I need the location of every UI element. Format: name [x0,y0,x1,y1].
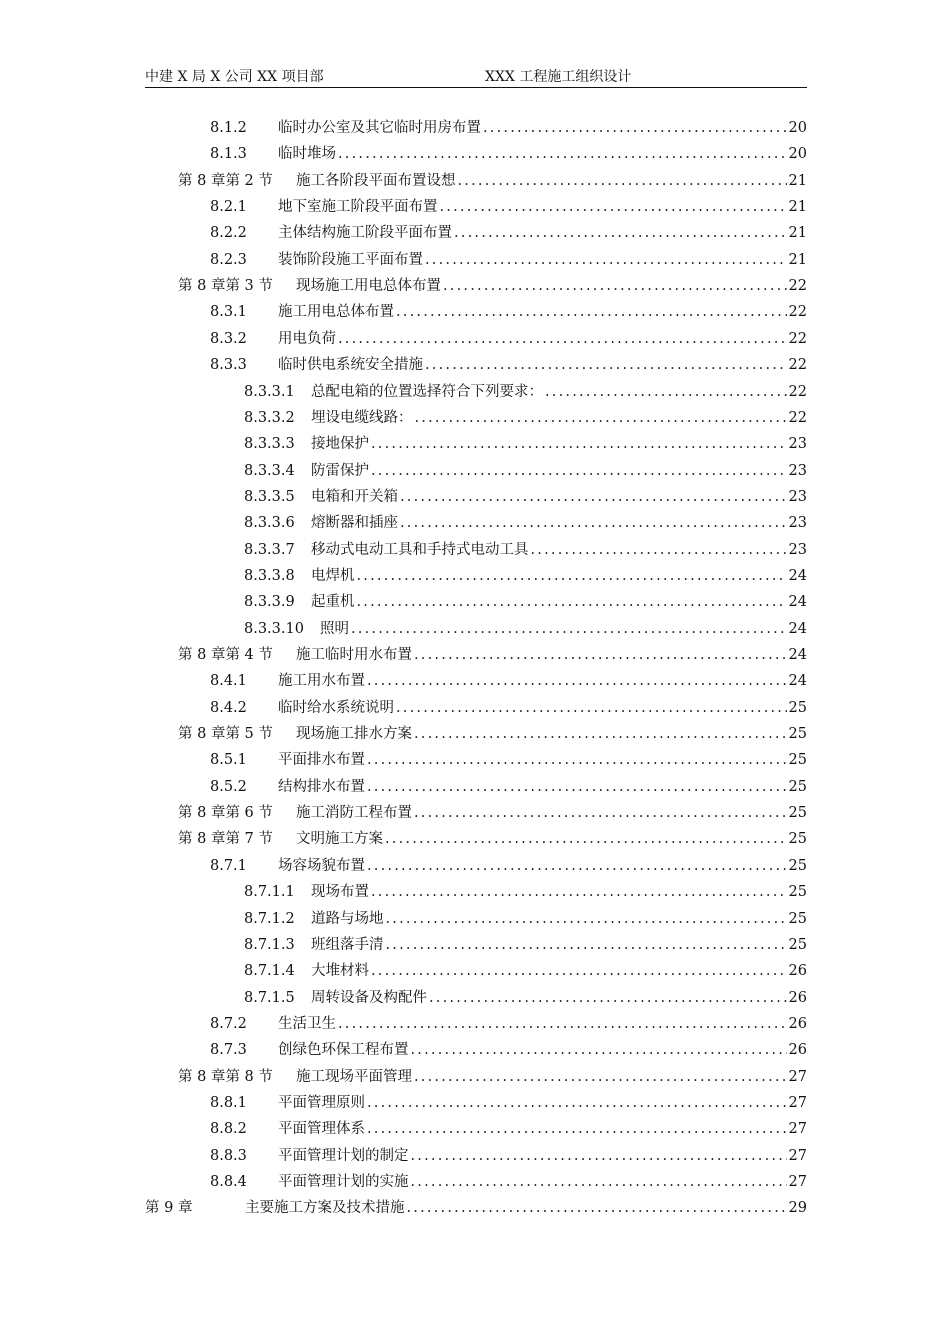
toc-dot-leader [338,141,787,167]
toc-entry-title: 生活卫生 [278,1015,336,1032]
toc-entry-page-number: 24 [788,647,807,663]
toc-entry-number: 8.3.3.6 [244,515,295,532]
toc-entry-number: 8.3.3.3 [244,436,295,453]
toc-dot-leader [338,1011,787,1037]
toc-entry-number: 第 8 章第 3 节 [178,278,273,295]
toc-entry-title: 文明施工方案 [296,831,383,848]
toc-entry-title: 防雷保护 [311,462,369,479]
toc-dot-leader [386,906,787,932]
toc-entry[interactable] [244,405,807,431]
toc-entry-page-number: 22 [788,357,807,374]
toc-dot-leader [338,326,787,352]
toc-dot-leader [443,273,787,299]
toc-entry[interactable] [210,1011,807,1037]
toc-entry-page-number: 22 [788,278,807,295]
toc-dot-leader [396,299,787,325]
toc-entry-number: 8.3.3.2 [244,409,295,426]
toc-entry-title: 大堆材料 [311,963,369,980]
toc-entry[interactable] [210,115,807,141]
toc-dot-leader [425,247,787,273]
toc-entry-page-number: 29 [788,1200,807,1217]
toc-entry-title: 移动式电动工具和手持式电动工具 [311,541,529,558]
toc-entry-page-number: 25 [788,884,807,901]
toc-entry-title: 主体结构施工阶段平面布置 [278,225,452,242]
toc-entry[interactable] [210,326,807,352]
toc-entry[interactable] [244,879,807,905]
toc-entry-number: 8.5.2 [210,778,247,795]
toc-entry-number: 第 8 章第 7 节 [178,831,273,848]
toc-entry-title: 用电负荷 [278,330,336,347]
toc-entry-title: 照明 [320,620,349,637]
toc-entry-title: 现场施工用电总体布置 [296,278,441,295]
toc-entry-title: 接地保护 [311,436,369,453]
toc-entry[interactable] [178,721,807,747]
toc-entry-number: 8.5.1 [210,752,247,769]
toc-entry[interactable] [145,1195,807,1221]
toc-dot-leader [411,1143,787,1169]
toc-dot-leader [415,405,787,431]
toc-entry-title: 场容场貌布置 [278,857,365,874]
toc-entry[interactable] [244,906,807,932]
header-document-title: XXX 工程施工组织设计 [485,69,632,85]
toc-entry-title: 临时办公室及其它临时用房布置 [278,120,481,136]
toc-entry-number: 8.7.3 [210,1042,247,1059]
toc-dot-leader [483,115,787,141]
toc-dot-leader [357,563,787,589]
toc-entry-page-number: 23 [788,488,807,505]
toc-entry-number: 8.4.2 [210,699,247,716]
toc-entry-page-number: 21 [788,251,807,268]
toc-entry-title: 电焊机 [311,567,355,584]
toc-entry-title: 平面管理原则 [278,1094,365,1111]
toc-dot-leader [396,695,787,721]
toc-entry-number: 8.3.3.5 [244,488,295,505]
toc-entry[interactable] [244,616,807,642]
toc-entry[interactable] [210,853,807,879]
toc-entry-page-number: 25 [788,857,807,874]
toc-entry-number: 8.7.2 [210,1015,247,1032]
toc-entry-number: 8.3.3.10 [244,620,304,637]
toc-entry-number: 8.1.3 [210,146,247,163]
toc-dot-leader [454,220,787,246]
toc-entry-title: 电箱和开关箱 [311,488,398,505]
toc-entry-number: 8.8.2 [210,1121,247,1138]
toc-entry-page-number: 25 [788,726,807,743]
toc-entry-title: 道路与场地 [311,910,384,927]
toc-entry-page-number: 25 [788,778,807,795]
toc-entry-page-number: 26 [788,989,807,1006]
toc-entry-title: 施工各阶段平面布置设想 [296,172,456,189]
toc-entry-page-number: 27 [788,1068,807,1085]
toc-dot-leader [414,642,787,668]
toc-dot-leader [429,985,787,1011]
toc-entry-number: 第 8 章第 2 节 [178,172,273,189]
toc-entry[interactable] [210,220,807,246]
toc-entry-title: 临时供电系统安全措施 [278,357,423,374]
toc-entry-number: 8.7.1.4 [244,963,295,980]
toc-entry[interactable] [244,431,807,457]
toc-entry[interactable] [210,1037,807,1063]
toc-entry-number: 8.1.2 [210,120,247,136]
toc-entry-page-number: 22 [788,330,807,347]
toc-entry-title: 平面排水布置 [278,752,365,769]
toc-entry[interactable] [244,484,807,510]
toc-entry-title: 施工用水布置 [278,673,365,690]
toc-dot-leader [531,537,787,563]
toc-entry-title: 临时给水系统说明 [278,699,394,716]
toc-entry-number: 8.3.3.7 [244,541,295,558]
toc-entry-number: 8.3.3.1 [244,383,295,400]
toc-entry-title: 施工现场平面管理 [296,1068,412,1085]
toc-entry-title: 平面管理计划的制定 [278,1147,409,1164]
toc-entry-number: 第 8 章第 4 节 [178,647,273,663]
toc-entry[interactable] [210,141,807,167]
toc-entry-number: 第 9 章 [145,1200,193,1217]
toc-entry[interactable] [244,958,807,984]
header-organization: 中建 X 局 X 公司 XX 项目部 [145,69,324,85]
toc-entry-title: 装饰阶段施工平面布置 [278,251,423,268]
toc-entry-title: 总配电箱的位置选择符合下列要求： [311,383,543,400]
toc-entry-page-number: 20 [788,120,807,136]
toc-entry-number: 8.2.2 [210,225,247,242]
toc-entry-page-number: 23 [788,462,807,479]
toc-entry-number: 第 8 章第 6 节 [178,805,273,822]
toc-entry-page-number: 23 [788,436,807,453]
toc-entry[interactable] [210,1090,807,1116]
toc-dot-leader [545,379,787,405]
toc-entry-page-number: 27 [788,1174,807,1190]
toc-entry-page-number: 25 [788,752,807,769]
toc-entry-number: 8.3.1 [210,304,247,321]
toc-entry-title: 平面管理体系 [278,1121,365,1138]
toc-entry-page-number: 25 [788,699,807,716]
toc-entry-page-number: 22 [788,383,807,400]
toc-entry-title: 现场施工排水方案 [296,726,412,743]
toc-dot-leader [371,958,787,984]
toc-dot-leader [411,1169,787,1195]
toc-dot-leader [371,879,787,905]
toc-entry-page-number: 21 [788,225,807,242]
toc-dot-leader [367,853,787,879]
toc-entry[interactable] [210,774,807,800]
toc-entry[interactable] [178,1064,807,1090]
toc-entry-page-number: 25 [788,910,807,927]
toc-entry[interactable] [244,589,807,615]
toc-entry-title: 班组落手清 [311,936,384,953]
toc-entry-page-number: 25 [788,936,807,953]
toc-entry-page-number: 24 [788,620,807,637]
toc-entry[interactable] [210,194,807,220]
toc-entry-title: 周转设备及构配件 [311,989,427,1006]
toc-dot-leader [411,1037,787,1063]
toc-entry-number: 8.3.2 [210,330,247,347]
toc-entry-number: 8.7.1.5 [244,989,295,1006]
toc-entry[interactable] [210,1116,807,1142]
toc-entry-number: 8.8.3 [210,1147,247,1164]
toc-dot-leader [414,800,787,826]
toc-entry[interactable] [244,379,807,405]
toc-dot-leader [367,1116,787,1142]
toc-dot-leader [425,352,787,378]
toc-entry-number: 8.3.3.8 [244,567,295,584]
toc-dot-leader [440,194,787,220]
toc-entry-page-number: 20 [788,146,807,163]
toc-dot-leader [367,774,787,800]
toc-dot-leader [414,721,787,747]
toc-dot-leader [351,616,787,642]
toc-entry-title: 埋设电缆线路： [311,409,413,426]
toc-entry[interactable] [244,537,807,563]
toc-entry[interactable] [178,642,807,668]
toc-entry[interactable] [244,563,807,589]
toc-dot-leader [367,747,787,773]
toc-entry-title: 创绿色环保工程布置 [278,1042,409,1059]
toc-entry-title: 起重机 [311,594,355,611]
toc-entry-page-number: 25 [788,831,807,848]
toc-entry[interactable] [210,747,807,773]
toc-entry-page-number: 26 [788,963,807,980]
toc-entry-title: 施工用电总体布置 [278,304,394,321]
toc-entry-number: 8.4.1 [210,673,247,690]
toc-entry-title: 现场布置 [311,884,369,901]
toc-entry-page-number: 23 [788,541,807,558]
toc-entry-page-number: 21 [788,172,807,189]
toc-entry[interactable] [210,247,807,273]
toc-entry-number: 8.7.1.2 [244,910,295,927]
toc-dot-leader [458,168,787,194]
toc-dot-leader [367,668,787,694]
toc-entry-title: 施工消防工程布置 [296,805,412,822]
toc-entry-title: 施工临时用水布置 [296,647,412,663]
toc-entry-page-number: 24 [788,567,807,584]
toc-entry[interactable] [244,458,807,484]
toc-entry[interactable] [210,695,807,721]
toc-entry-page-number: 21 [788,199,807,216]
toc-dot-leader [385,826,787,852]
toc-dot-leader [357,589,787,615]
toc-entry[interactable] [178,800,807,826]
toc-dot-leader [371,458,787,484]
toc-dot-leader [400,510,787,536]
toc-entry-page-number: 26 [788,1042,807,1059]
toc-entry-number: 8.3.3 [210,357,247,374]
toc-entry-title: 地下室施工阶段平面布置 [278,199,438,216]
toc-entry[interactable] [210,352,807,378]
toc-entry-page-number: 25 [788,805,807,822]
toc-entry-page-number: 24 [788,594,807,611]
toc-dot-leader [386,932,787,958]
toc-entry-page-number: 26 [788,1015,807,1032]
toc-entry-page-number: 27 [788,1094,807,1111]
toc-entry[interactable] [210,1143,807,1169]
toc-entry-number: 8.7.1.3 [244,936,295,953]
toc-entry-page-number: 23 [788,515,807,532]
toc-entry-page-number: 27 [788,1147,807,1164]
toc-entry[interactable] [244,932,807,958]
toc-entry[interactable] [178,826,807,852]
toc-entry-title: 结构排水布置 [278,778,365,795]
toc-entry-page-number: 24 [788,673,807,690]
toc-entry[interactable] [210,1169,807,1195]
toc-entry[interactable] [178,273,807,299]
toc-dot-leader [407,1195,787,1221]
toc-dot-leader [400,484,787,510]
toc-entry-number: 8.3.3.4 [244,462,295,479]
toc-entry[interactable] [178,168,807,194]
toc-entry-page-number: 22 [788,409,807,426]
toc-dot-leader [371,431,787,457]
toc-entry-number: 第 8 章第 5 节 [178,726,273,743]
toc-dot-leader [367,1090,787,1116]
toc-entry-number: 8.2.1 [210,199,247,216]
toc-entry-number: 8.8.1 [210,1094,247,1111]
toc-dot-leader [414,1064,787,1090]
toc-entry[interactable] [210,668,807,694]
toc-entry-title: 熔断器和插座 [311,515,398,532]
toc-entry-title: 平面管理计划的实施 [278,1174,409,1190]
toc-entry[interactable] [210,299,807,325]
toc-entry-number: 8.7.1 [210,857,247,874]
toc-entry-page-number: 22 [788,304,807,321]
toc-entry-title: 主要施工方案及技术措施 [245,1200,405,1217]
toc-entry-number: 8.2.3 [210,251,247,268]
toc-entry[interactable] [244,985,807,1011]
toc-entry-number: 8.3.3.9 [244,594,295,611]
toc-entry[interactable] [244,510,807,536]
page-header [145,64,807,88]
toc-entry-number: 8.7.1.1 [244,884,295,901]
toc-entry-page-number: 27 [788,1121,807,1138]
toc-entry-title: 临时堆场 [278,146,336,163]
toc-entry-number: 8.8.4 [210,1174,247,1190]
toc-entry-number: 第 8 章第 8 节 [178,1068,273,1085]
